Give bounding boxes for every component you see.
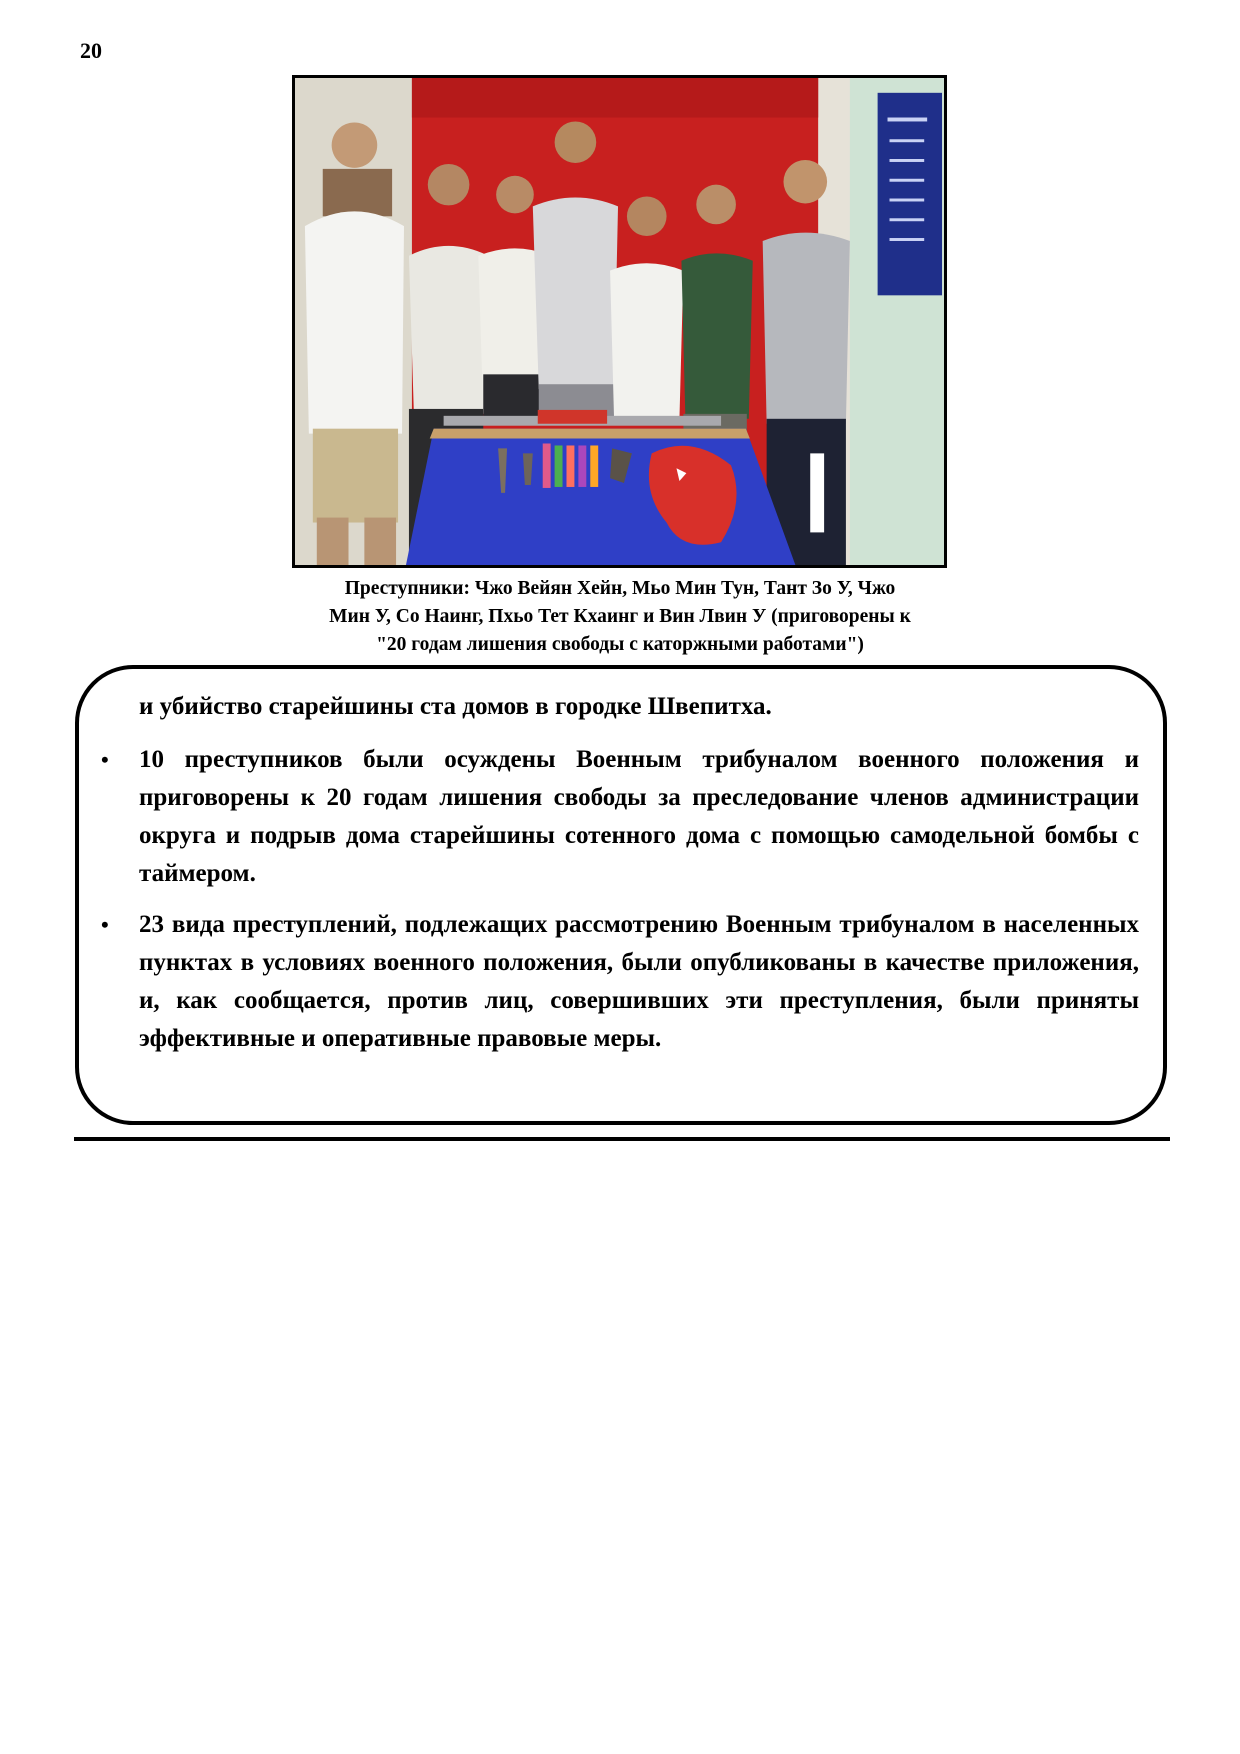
list-item (101, 741, 1139, 893)
list-item-text: 23 вида преступлений, подлежащих рассмотрению Военным трибуналом в населенных пунктах в условиях военного положения, были опубликованы в качестве приложения, и, как сообщается, против лиц, совершивших эти преступления, были приняты эффективные и оперативные правовые меры. (139, 911, 1139, 1052)
caption-line-2: Мин У, Со Наинг, Пхьо Тет Кхаинг и Вин Лвин У (приговорены к (329, 606, 911, 627)
caption-line-1: Преступники: Чжо Вейян Хейн, Мьо Мин Тун, Тант Зо У, Чжо (344, 578, 896, 599)
photo-caption (290, 575, 950, 659)
list-item-text: 10 преступников были осуждены Военным трибуналом военного положения и приговорены к 20 годам лишения свободы за преследование членов администрации округа и подрыв дома старейшины сотенного дома с помощью самодельной бомбы с таймером. (139, 746, 1139, 887)
page-number: 20 (80, 38, 102, 63)
bullet-icon: • (101, 747, 109, 772)
bullet-icon: • (101, 912, 109, 937)
horizontal-rule (74, 1137, 1170, 1141)
continued-text: и убийство старейшины ста домов в городке Швепитха. (139, 693, 772, 720)
photo-of-detained-men-icon (295, 78, 944, 565)
caption-line-3: "20 годам лишения свободы с каторжными работами") (376, 634, 864, 655)
list-item (101, 906, 1139, 1058)
photo (292, 75, 947, 568)
